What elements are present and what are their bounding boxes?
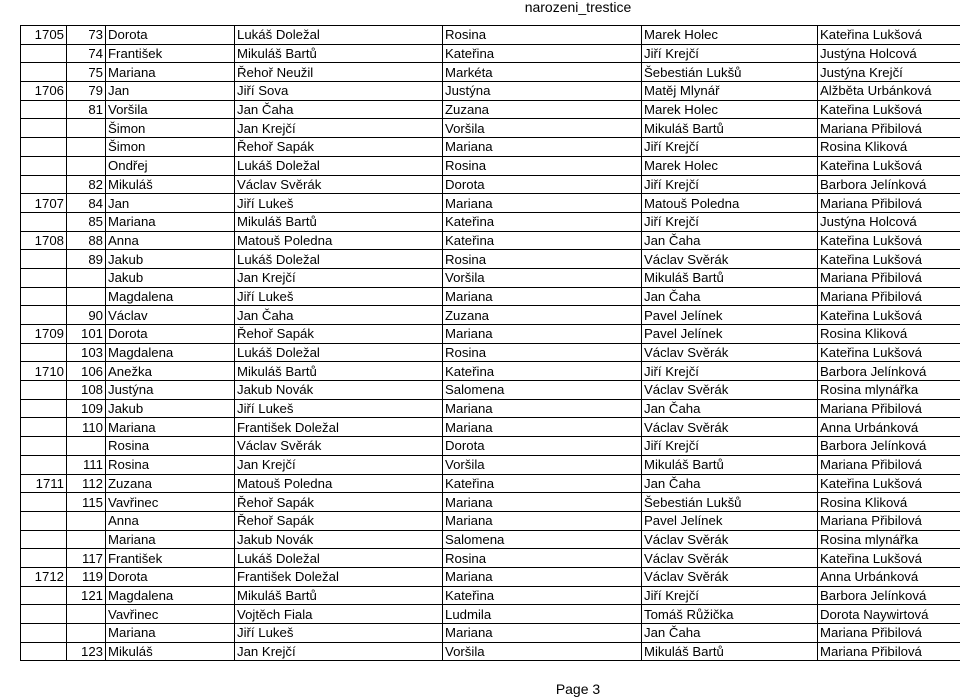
table-row bbox=[21, 455, 960, 474]
name-cell: Dorota bbox=[106, 567, 235, 586]
number-cell: 119 bbox=[67, 567, 106, 586]
godparent1-wife-cell: Voršila bbox=[443, 455, 642, 474]
table-row bbox=[21, 26, 960, 45]
godparent2-cell: Václav Svěrák bbox=[642, 530, 818, 549]
year-cell bbox=[21, 493, 67, 512]
godparent2-cell: Jan Čaha bbox=[642, 399, 818, 418]
table-row bbox=[21, 418, 960, 437]
number-cell bbox=[67, 156, 106, 175]
godparent2-wife-cell: Mariana Přibilová bbox=[818, 194, 960, 213]
godparent1-cell: Řehoř Sapák bbox=[235, 325, 443, 344]
godparent1-cell: Řehoř Sapák bbox=[235, 511, 443, 530]
name-cell: Mikuláš bbox=[106, 175, 235, 194]
godparent2-wife-cell: Dorota Naywirtová bbox=[818, 605, 960, 624]
godparent2-cell: Václav Svěrák bbox=[642, 418, 818, 437]
name-cell: Zuzana bbox=[106, 474, 235, 493]
number-cell: 111 bbox=[67, 455, 106, 474]
godparent2-wife-cell: Justýna Holcová bbox=[818, 212, 960, 231]
name-cell: František bbox=[106, 549, 235, 568]
number-cell: 89 bbox=[67, 250, 106, 269]
godparent2-wife-cell: Kateřina Lukšová bbox=[818, 549, 960, 568]
godparent1-wife-cell: Voršila bbox=[443, 268, 642, 287]
godparent1-wife-cell: Kateřina bbox=[443, 362, 642, 381]
godparent2-wife-cell: Alžběta Urbánková bbox=[818, 82, 960, 101]
number-cell: 121 bbox=[67, 586, 106, 605]
godparent1-wife-cell: Rosina bbox=[443, 343, 642, 362]
year-cell bbox=[21, 100, 67, 119]
year-cell bbox=[21, 212, 67, 231]
number-cell: 108 bbox=[67, 381, 106, 400]
table-row bbox=[21, 268, 960, 287]
table-row bbox=[21, 362, 960, 381]
number-cell: 73 bbox=[67, 26, 106, 45]
name-cell: Jan bbox=[106, 82, 235, 101]
godparent1-cell: Jakub Novák bbox=[235, 530, 443, 549]
godparent1-cell: Jiří Lukeš bbox=[235, 287, 443, 306]
name-cell: Václav bbox=[106, 306, 235, 325]
godparent1-cell: Mikuláš Bartů bbox=[235, 362, 443, 381]
table-row bbox=[21, 156, 960, 175]
name-cell: Voršila bbox=[106, 100, 235, 119]
year-cell bbox=[21, 306, 67, 325]
year-cell: 1712 bbox=[21, 567, 67, 586]
number-cell: 79 bbox=[67, 82, 106, 101]
number-cell: 110 bbox=[67, 418, 106, 437]
number-cell: 117 bbox=[67, 549, 106, 568]
godparent1-wife-cell: Mariana bbox=[443, 567, 642, 586]
table-row bbox=[21, 605, 960, 624]
table-row bbox=[21, 287, 960, 306]
year-cell bbox=[21, 418, 67, 437]
name-cell: Anežka bbox=[106, 362, 235, 381]
godparent1-wife-cell: Mariana bbox=[443, 399, 642, 418]
godparent2-cell: Václav Svěrák bbox=[642, 250, 818, 269]
number-cell: 101 bbox=[67, 325, 106, 344]
name-cell: Jan bbox=[106, 194, 235, 213]
year-cell: 1706 bbox=[21, 82, 67, 101]
number-cell: 88 bbox=[67, 231, 106, 250]
number-cell bbox=[67, 511, 106, 530]
godparent2-wife-cell: Rosina Kliková bbox=[818, 138, 960, 157]
godparent1-cell: Lukáš Doležal bbox=[235, 549, 443, 568]
number-cell bbox=[67, 605, 106, 624]
godparent1-cell: Řehoř Sapák bbox=[235, 138, 443, 157]
year-cell bbox=[21, 455, 67, 474]
year-cell bbox=[21, 586, 67, 605]
table-row bbox=[21, 567, 960, 586]
godparent1-cell: Jiří Lukeš bbox=[235, 399, 443, 418]
godparent1-wife-cell: Voršila bbox=[443, 642, 642, 661]
godparent2-cell: Marek Holec bbox=[642, 156, 818, 175]
table-row bbox=[21, 175, 960, 194]
number-cell bbox=[67, 624, 106, 643]
godparent1-cell: Jiří Lukeš bbox=[235, 624, 443, 643]
godparent1-cell: František Doležal bbox=[235, 567, 443, 586]
year-cell: 1710 bbox=[21, 362, 67, 381]
year-cell bbox=[21, 44, 67, 63]
table-row bbox=[21, 381, 960, 400]
godparent2-wife-cell: Kateřina Lukšová bbox=[818, 343, 960, 362]
godparent1-cell: Jan Čaha bbox=[235, 100, 443, 119]
number-cell: 75 bbox=[67, 63, 106, 82]
table-row bbox=[21, 119, 960, 138]
godparent2-cell: Jan Čaha bbox=[642, 624, 818, 643]
godparent1-cell: Mikuláš Bartů bbox=[235, 212, 443, 231]
name-cell: Anna bbox=[106, 231, 235, 250]
godparent1-cell: Řehoř Neužil bbox=[235, 63, 443, 82]
year-cell bbox=[21, 119, 67, 138]
year-cell bbox=[21, 287, 67, 306]
godparent1-wife-cell: Salomena bbox=[443, 381, 642, 400]
godparent2-wife-cell: Kateřina Lukšová bbox=[818, 100, 960, 119]
godparent2-cell: Matouš Poledna bbox=[642, 194, 818, 213]
godparent2-wife-cell: Mariana Přibilová bbox=[818, 624, 960, 643]
number-cell bbox=[67, 287, 106, 306]
table-row bbox=[21, 399, 960, 418]
godparent2-cell: Pavel Jelínek bbox=[642, 325, 818, 344]
year-cell bbox=[21, 511, 67, 530]
godparent1-wife-cell: Dorota bbox=[443, 437, 642, 456]
name-cell: Mariana bbox=[106, 624, 235, 643]
year-cell: 1709 bbox=[21, 325, 67, 344]
name-cell: Dorota bbox=[106, 26, 235, 45]
number-cell: 109 bbox=[67, 399, 106, 418]
godparent1-wife-cell: Rosina bbox=[443, 26, 642, 45]
godparent2-cell: Marek Holec bbox=[642, 100, 818, 119]
godparent2-wife-cell: Mariana Přibilová bbox=[818, 642, 960, 661]
godparent1-wife-cell: Zuzana bbox=[443, 100, 642, 119]
godparent2-wife-cell: Mariana Přibilová bbox=[818, 455, 960, 474]
godparent2-wife-cell: Mariana Přibilová bbox=[818, 119, 960, 138]
name-cell: Šimon bbox=[106, 119, 235, 138]
godparent2-cell: Jan Čaha bbox=[642, 287, 818, 306]
godparent2-wife-cell: Justýna Krejčí bbox=[818, 63, 960, 82]
table-row bbox=[21, 212, 960, 231]
godparent2-cell: Marek Holec bbox=[642, 26, 818, 45]
table-row bbox=[21, 231, 960, 250]
records-table bbox=[20, 25, 960, 661]
name-cell: Rosina bbox=[106, 455, 235, 474]
godparent1-cell: Jan Krejčí bbox=[235, 119, 443, 138]
godparent1-wife-cell: Mariana bbox=[443, 194, 642, 213]
godparent1-cell: Jan Krejčí bbox=[235, 268, 443, 287]
godparent1-cell: František Doležal bbox=[235, 418, 443, 437]
table-body bbox=[21, 26, 960, 661]
name-cell: Dorota bbox=[106, 325, 235, 344]
godparent1-wife-cell: Kateřina bbox=[443, 586, 642, 605]
year-cell bbox=[21, 138, 67, 157]
number-cell bbox=[67, 437, 106, 456]
godparent1-wife-cell: Justýna bbox=[443, 82, 642, 101]
godparent2-cell: Václav Svěrák bbox=[642, 567, 818, 586]
number-cell: 90 bbox=[67, 306, 106, 325]
name-cell: Mariana bbox=[106, 418, 235, 437]
table-row bbox=[21, 138, 960, 157]
godparent1-cell: Lukáš Doležal bbox=[235, 156, 443, 175]
name-cell: Anna bbox=[106, 511, 235, 530]
table-row bbox=[21, 44, 960, 63]
godparent1-wife-cell: Salomena bbox=[443, 530, 642, 549]
table-row bbox=[21, 624, 960, 643]
godparent1-cell: Matouš Poledna bbox=[235, 474, 443, 493]
godparent1-wife-cell: Mariana bbox=[443, 287, 642, 306]
number-cell bbox=[67, 119, 106, 138]
godparent1-cell: Řehoř Sapák bbox=[235, 493, 443, 512]
year-cell: 1705 bbox=[21, 26, 67, 45]
godparent1-cell: Mikuláš Bartů bbox=[235, 586, 443, 605]
godparent2-cell: Václav Svěrák bbox=[642, 381, 818, 400]
godparent1-wife-cell: Voršila bbox=[443, 119, 642, 138]
number-cell: 84 bbox=[67, 194, 106, 213]
godparent2-cell: Mikuláš Bartů bbox=[642, 268, 818, 287]
year-cell bbox=[21, 268, 67, 287]
godparent1-cell: Lukáš Doležal bbox=[235, 250, 443, 269]
name-cell: František bbox=[106, 44, 235, 63]
godparent2-wife-cell: Barbora Jelínková bbox=[818, 362, 960, 381]
godparent1-cell: Jan Krejčí bbox=[235, 642, 443, 661]
godparent1-wife-cell: Markéta bbox=[443, 63, 642, 82]
year-cell: 1711 bbox=[21, 474, 67, 493]
name-cell: Vavřinec bbox=[106, 605, 235, 624]
godparent2-cell: Šebestián Lukšů bbox=[642, 493, 818, 512]
document-title: narozeni_trestice bbox=[524, 0, 632, 15]
godparent2-cell: Pavel Jelínek bbox=[642, 511, 818, 530]
godparent1-cell: Lukáš Doležal bbox=[235, 343, 443, 362]
godparent1-wife-cell: Rosina bbox=[443, 156, 642, 175]
godparent1-wife-cell: Mariana bbox=[443, 418, 642, 437]
table-row bbox=[21, 437, 960, 456]
godparent1-cell: Jakub Novák bbox=[235, 381, 443, 400]
year-cell bbox=[21, 530, 67, 549]
year-cell: 1708 bbox=[21, 231, 67, 250]
year-cell bbox=[21, 399, 67, 418]
godparent1-wife-cell: Mariana bbox=[443, 138, 642, 157]
godparent2-cell: Mikuláš Bartů bbox=[642, 455, 818, 474]
godparent1-cell: Václav Svěrák bbox=[235, 437, 443, 456]
page-number: Page 3 bbox=[555, 681, 601, 697]
godparent1-cell: Lukáš Doležal bbox=[235, 26, 443, 45]
godparent2-wife-cell: Rosina mlynářka bbox=[818, 530, 960, 549]
table-row bbox=[21, 549, 960, 568]
table-row bbox=[21, 250, 960, 269]
godparent2-cell: Jiří Krejčí bbox=[642, 138, 818, 157]
godparent2-wife-cell: Anna Urbánková bbox=[818, 418, 960, 437]
table-row bbox=[21, 82, 960, 101]
name-cell: Šimon bbox=[106, 138, 235, 157]
name-cell: Magdalena bbox=[106, 586, 235, 605]
godparent1-wife-cell: Mariana bbox=[443, 511, 642, 530]
number-cell: 103 bbox=[67, 343, 106, 362]
godparent2-wife-cell: Rosina Kliková bbox=[818, 493, 960, 512]
table-row bbox=[21, 493, 960, 512]
number-cell bbox=[67, 138, 106, 157]
page-footer bbox=[0, 682, 960, 696]
godparent1-wife-cell: Kateřina bbox=[443, 212, 642, 231]
godparent2-wife-cell: Mariana Přibilová bbox=[818, 511, 960, 530]
godparent2-wife-cell: Mariana Přibilová bbox=[818, 268, 960, 287]
name-cell: Vavřinec bbox=[106, 493, 235, 512]
godparent2-wife-cell: Rosina Kliková bbox=[818, 325, 960, 344]
year-cell bbox=[21, 642, 67, 661]
name-cell: Rosina bbox=[106, 437, 235, 456]
godparent2-cell: Šebestián Lukšů bbox=[642, 63, 818, 82]
name-cell: Jakub bbox=[106, 399, 235, 418]
name-cell: Justýna bbox=[106, 381, 235, 400]
godparent2-wife-cell: Barbora Jelínková bbox=[818, 586, 960, 605]
godparent2-cell: Pavel Jelínek bbox=[642, 306, 818, 325]
godparent2-cell: Tomáš Růžička bbox=[642, 605, 818, 624]
name-cell: Jakub bbox=[106, 250, 235, 269]
number-cell: 82 bbox=[67, 175, 106, 194]
godparent2-cell: Jan Čaha bbox=[642, 231, 818, 250]
number-cell bbox=[67, 268, 106, 287]
year-cell bbox=[21, 624, 67, 643]
table-row bbox=[21, 511, 960, 530]
godparent1-wife-cell: Dorota bbox=[443, 175, 642, 194]
godparent1-cell: Václav Svěrák bbox=[235, 175, 443, 194]
godparent2-wife-cell: Barbora Jelínková bbox=[818, 437, 960, 456]
godparent2-wife-cell: Barbora Jelínková bbox=[818, 175, 960, 194]
number-cell: 123 bbox=[67, 642, 106, 661]
number-cell: 112 bbox=[67, 474, 106, 493]
godparent2-cell: Matěj Mlynář bbox=[642, 82, 818, 101]
godparent1-wife-cell: Rosina bbox=[443, 549, 642, 568]
table-row bbox=[21, 642, 960, 661]
godparent1-wife-cell: Mariana bbox=[443, 325, 642, 344]
godparent1-cell: Jan Čaha bbox=[235, 306, 443, 325]
name-cell: Mariana bbox=[106, 530, 235, 549]
table-row bbox=[21, 194, 960, 213]
number-cell: 85 bbox=[67, 212, 106, 231]
godparent2-wife-cell: Anna Urbánková bbox=[818, 567, 960, 586]
godparent2-cell: Jiří Krejčí bbox=[642, 437, 818, 456]
godparent1-wife-cell: Kateřina bbox=[443, 231, 642, 250]
godparent2-cell: Mikuláš Bartů bbox=[642, 119, 818, 138]
table-row bbox=[21, 63, 960, 82]
number-cell: 74 bbox=[67, 44, 106, 63]
year-cell bbox=[21, 437, 67, 456]
godparent1-cell: Matouš Poledna bbox=[235, 231, 443, 250]
godparent2-wife-cell: Rosina mlynářka bbox=[818, 381, 960, 400]
year-cell bbox=[21, 605, 67, 624]
table-row bbox=[21, 325, 960, 344]
year-cell bbox=[21, 175, 67, 194]
godparent1-cell: Jiří Sova bbox=[235, 82, 443, 101]
godparent2-cell: Jiří Krejčí bbox=[642, 175, 818, 194]
godparent1-wife-cell: Mariana bbox=[443, 624, 642, 643]
name-cell: Mariana bbox=[106, 63, 235, 82]
name-cell: Ondřej bbox=[106, 156, 235, 175]
godparent2-cell: Václav Svěrák bbox=[642, 343, 818, 362]
godparent2-wife-cell: Kateřina Lukšová bbox=[818, 474, 960, 493]
year-cell: 1707 bbox=[21, 194, 67, 213]
year-cell bbox=[21, 549, 67, 568]
godparent1-wife-cell: Kateřina bbox=[443, 474, 642, 493]
godparent2-wife-cell: Kateřina Lukšová bbox=[818, 26, 960, 45]
godparent1-wife-cell: Ludmila bbox=[443, 605, 642, 624]
godparent2-cell: Jiří Krejčí bbox=[642, 44, 818, 63]
table-row bbox=[21, 343, 960, 362]
name-cell: Magdalena bbox=[106, 287, 235, 306]
godparent2-cell: Jiří Krejčí bbox=[642, 362, 818, 381]
name-cell: Magdalena bbox=[106, 343, 235, 362]
godparent1-cell: Mikuláš Bartů bbox=[235, 44, 443, 63]
godparent2-cell: Václav Svěrák bbox=[642, 549, 818, 568]
name-cell: Mariana bbox=[106, 212, 235, 231]
godparent2-cell: Jiří Krejčí bbox=[642, 586, 818, 605]
table-row bbox=[21, 100, 960, 119]
godparent2-cell: Mikuláš Bartů bbox=[642, 642, 818, 661]
godparent2-wife-cell: Mariana Přibilová bbox=[818, 399, 960, 418]
godparent1-cell: Vojtěch Fiala bbox=[235, 605, 443, 624]
year-cell bbox=[21, 381, 67, 400]
table-row bbox=[21, 474, 960, 493]
godparent1-wife-cell: Mariana bbox=[443, 493, 642, 512]
name-cell: Mikuláš bbox=[106, 642, 235, 661]
godparent2-wife-cell: Kateřina Lukšová bbox=[818, 231, 960, 250]
name-cell: Jakub bbox=[106, 268, 235, 287]
number-cell: 115 bbox=[67, 493, 106, 512]
godparent2-wife-cell: Kateřina Lukšová bbox=[818, 250, 960, 269]
number-cell: 81 bbox=[67, 100, 106, 119]
godparent2-wife-cell: Mariana Přibilová bbox=[818, 287, 960, 306]
year-cell bbox=[21, 250, 67, 269]
godparent2-wife-cell: Kateřina Lukšová bbox=[818, 306, 960, 325]
number-cell: 106 bbox=[67, 362, 106, 381]
godparent2-wife-cell: Kateřina Lukšová bbox=[818, 156, 960, 175]
year-cell bbox=[21, 63, 67, 82]
godparent1-wife-cell: Kateřina bbox=[443, 44, 642, 63]
number-cell bbox=[67, 530, 106, 549]
godparent2-cell: Jan Čaha bbox=[642, 474, 818, 493]
godparent1-cell: Jiří Lukeš bbox=[235, 194, 443, 213]
godparent1-wife-cell: Zuzana bbox=[443, 306, 642, 325]
year-cell bbox=[21, 156, 67, 175]
godparent1-cell: Jan Krejčí bbox=[235, 455, 443, 474]
table-row bbox=[21, 586, 960, 605]
godparent2-cell: Jiří Krejčí bbox=[642, 212, 818, 231]
godparent2-wife-cell: Justýna Holcová bbox=[818, 44, 960, 63]
page-header bbox=[0, 0, 960, 16]
table-row bbox=[21, 306, 960, 325]
godparent1-wife-cell: Rosina bbox=[443, 250, 642, 269]
table-row bbox=[21, 530, 960, 549]
year-cell bbox=[21, 343, 67, 362]
